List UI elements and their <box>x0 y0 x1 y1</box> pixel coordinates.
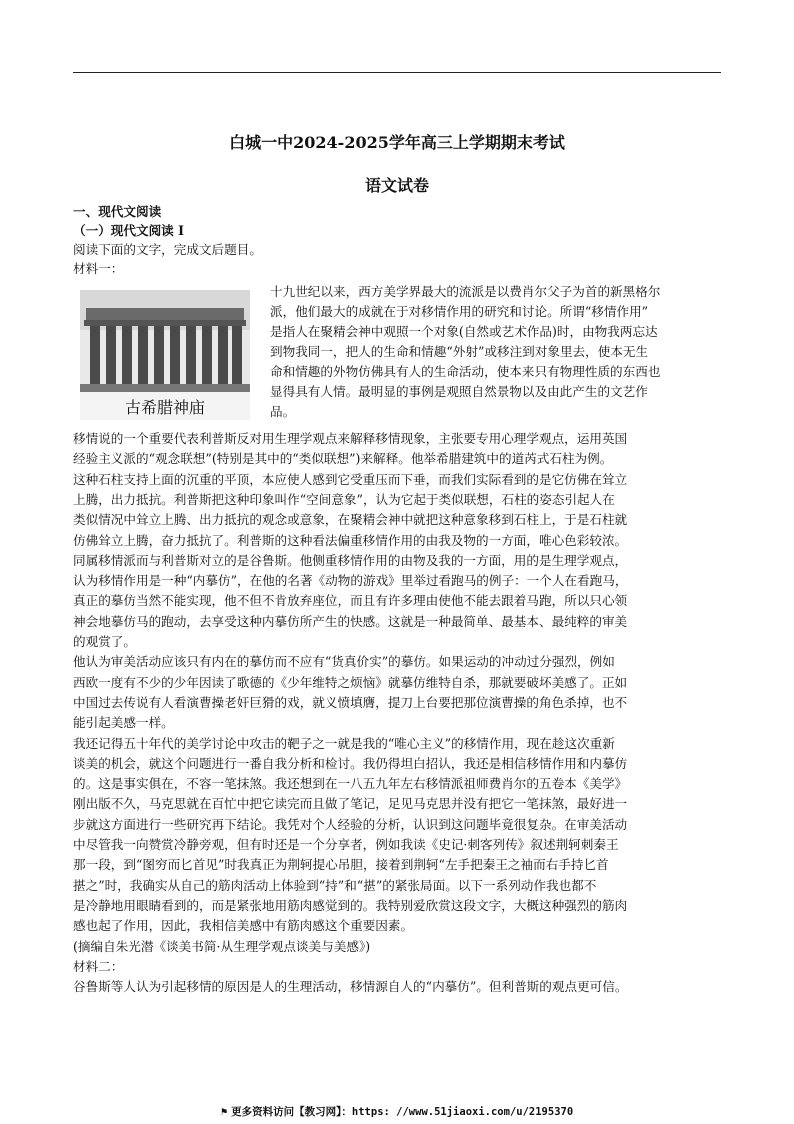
paper-subtitle: 语文试卷 <box>364 176 429 195</box>
instruction-text: 阅读下面的文字，完成文后题目。 <box>73 242 262 257</box>
paragraph-line: 西欧一度有不少的少年因读了歌德的《少年维特之烦恼》就摹仿维特自杀，那就要破坏美感了。正如 <box>73 674 628 690</box>
paragraph-line: 同属移情派而与利普斯对立的是谷鲁斯。他侧重移情作用的由物及我的一方面，用的是生理学观点， <box>73 552 628 568</box>
paragraph-line: 谈美的机会，就这个问题进行一番自我分析和检讨。我仍得坦白招认，我还是相信移情作用和内摹仿 <box>73 755 628 771</box>
paragraph-line: 中国过去传说有人看演曹操老奸巨猾的戏，就义愤填膺，提刀上台要把那位演曹操的角色杀掉，也不 <box>73 694 628 710</box>
header-rule <box>73 72 721 73</box>
material-label: 材料一： <box>73 261 124 276</box>
paragraph-line: 中尽管我一向赞赏冷静旁观，但有时还是一个分享者，例如我读《史记·刺客列传》叙述荆轲刺秦王 <box>73 837 619 852</box>
exam-title: 白城一中2024-2025学年高三上学期期末考试 <box>229 133 565 152</box>
subsection-heading: （一）现代文阅读 I <box>73 223 185 238</box>
paragraph-line: 仿佛耸立上腾，奋力抵抗了。利普斯的这种看法偏重移情作用的由我及物的一方面，唯心色彩较浓。 <box>73 532 628 548</box>
image-caption: 古希腊神庙 <box>124 398 206 417</box>
paragraph-line: 显得具有人情。最明显的事例是观照自然景物以及由此产生的文艺作 <box>270 384 648 399</box>
paragraph-line: 上腾，出力抵抗。利普斯把这种印象叫作“空间意象”，认为它起于类似联想，石柱的姿态引起人在 <box>73 491 615 507</box>
paragraph-line: 谷鲁斯等人认为引起移情的原因是人的生理活动，移情源自人的“内摹仿”。但利普斯的观点更可信。 <box>73 979 628 995</box>
paragraph-line: 品。 <box>270 404 296 419</box>
paragraph-line: 十九世纪以来，西方美学界最大的流派是以费肖尔父子为首的新黑格尔 <box>270 284 661 299</box>
paragraph-line: 那一段，到“图穷而匕首见”时我真正为荆轲提心吊胆，接着到荆轲“左手把秦王之袖而右手持匕首 <box>73 857 609 873</box>
parthenon-illustration <box>80 290 250 420</box>
paragraph-line: 能引起美感一样。 <box>73 715 174 731</box>
paragraph-line: 到物我同一，把人的生命和情趣“外射”或移注到对象里去，使本无生 <box>270 344 649 359</box>
paragraph-line: 是指人在聚精会神中观照一个对象(自然或艺术作品)时，由物我两忘达 <box>270 324 658 339</box>
paragraph-line: 是冷静地用眼睛看到的，而是紧张地用筋肉感觉到的。我特别爱欣赏这段文字，大概这种强烈的筋肉 <box>73 897 628 913</box>
paragraph-line: 他认为审美活动应该只有内在的摹仿而不应有“货真价实”的摹仿。如果运动的冲动过分强烈，例如 <box>73 654 615 670</box>
paragraph-line: 命和情趣的外物仿佛具有人的生命活动，使本来只有物理性质的东西也 <box>270 364 661 379</box>
paragraph-line: (摘编自朱光潜《谈美书简·从生理学观点谈美与美感》) <box>73 938 371 954</box>
paragraph-line: 这种石柱支持上面的沉重的平顶，本应使人感到它受重压而下垂，而我们实际看到的是它仿佛在耸立 <box>73 471 628 487</box>
paragraph-line: 我还记得五十年代的美学讨论中攻击的靶子之一就是我的“唯心主义”的移情作用，现在趁这次重新 <box>73 735 615 751</box>
paragraph-line: 步就这方面进行一些研究再下结论。我凭对个人经验的分析，认识到这问题毕竟很复杂。在审美活动 <box>73 816 628 832</box>
paragraph-line: 类似情况中耸立上腾、出力抵抗的观念或意象，在聚精会神中就把这种意象移到石柱上，于是石柱就 <box>73 512 628 528</box>
temple-image <box>80 290 250 420</box>
footer-text: 更多资料访问【教习网】：https: //www.51jiaoxi.com/u/2195370 <box>231 1106 574 1118</box>
paragraph-line: 刚出版不久，马克思就在百忙中把它读完而且做了笔记，足见马克思并没有把它一笔抹煞，最好进一 <box>73 796 628 812</box>
paragraph-line: 派，他们最大的成就在于对移情作用的研究和讨论。所谓“移情作用” <box>270 304 649 319</box>
paragraph-line: 材料二： <box>73 958 124 974</box>
footer-link[interactable] <box>0 1104 794 1119</box>
paragraph-line: 感也起了作用，因此，我相信美感中有筋肉感这个重要因素。 <box>73 918 414 934</box>
paragraph-line: 揕之”时，我确实从自己的筋肉活动上体验到“持”和“揕”的紧张局面。以下一系列动作我也都不 <box>73 877 597 893</box>
paragraph-line: 神会地摹仿马的跑动，去享受这种内摹仿所产生的快感。这就是一种最简单、最基本、最纯粹的审美 <box>73 613 628 629</box>
paragraph-line: 移情说的一个重要代表利普斯反对用生理学观点来解释移情现象，主张要专用心理学观点，运用英国 <box>73 431 628 446</box>
paragraph-line: 经验主义派的“观念联想”(特别是其中的“类似联想”)来解释。他举希腊建筑中的道芮式石柱为例。 <box>73 451 613 467</box>
paragraph-line: 认为移情作用是一种“内摹仿”，在他的名著《动物的游戏》里举过看跑马的例子：一个人在看跑马， <box>73 573 628 589</box>
section-heading: 一、现代文阅读 <box>73 204 162 219</box>
paragraph-line: 真正的摹仿当然不能实现，他不但不肯放弃座位，而且有许多理由使他不能去跟着马跑，所以只心领 <box>73 593 628 609</box>
flag-icon: ⚑ <box>220 1106 228 1118</box>
paragraph-line: 的。这是事实俱在，不容一笔抹煞。我还想到在一八五九年左右移情派祖师费肖尔的五卷本《美学》 <box>73 776 628 792</box>
paragraph-line: 的观赏了。 <box>73 634 136 649</box>
